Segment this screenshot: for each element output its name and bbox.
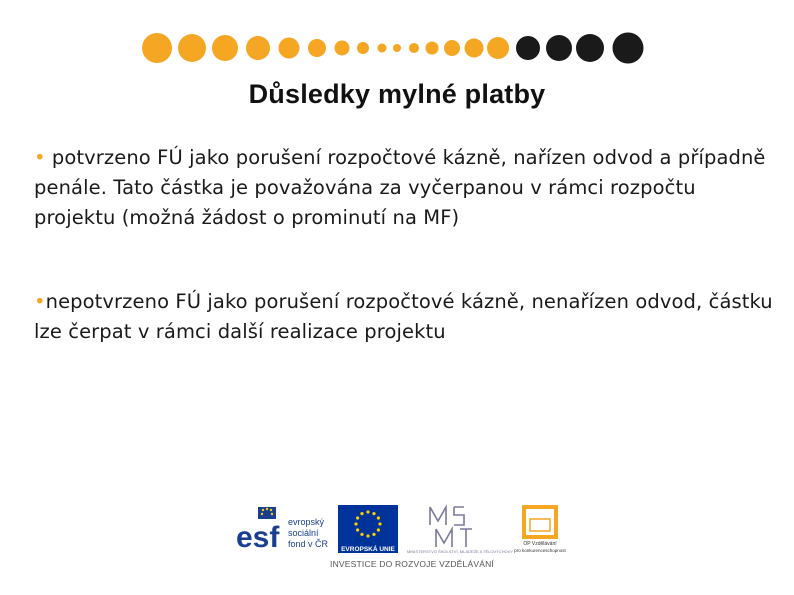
decor-dot <box>178 34 206 62</box>
eu-star-icon <box>360 512 363 515</box>
decor-dot <box>212 35 238 61</box>
svg-text:pro konkurenceschopnost: pro konkurenceschopnost <box>514 548 566 553</box>
msmt-label: MINISTERSTVO ŠKOLSTVÍ, MLÁDEŽE A TĚLOVÝCHOVY <box>406 549 514 554</box>
bullet-item-2 <box>34 287 774 347</box>
logo-caption: INVESTICE DO ROZVOJE VZDĚLÁVÁNÍ <box>330 559 494 569</box>
slide-title <box>0 79 794 110</box>
decor-dot <box>576 34 604 62</box>
op-vk-logo <box>506 503 574 557</box>
logo-strip <box>232 497 577 575</box>
bullet-text: potvrzeno FÚ jako porušení rozpočtové kázně, nařízen odvod a případně penále. Tato částka je považována za vyčerpanou v rámci rozpočtu projektu (možná žádost o prominutí na MF) <box>34 146 766 229</box>
eu-flag-logo <box>336 505 400 553</box>
bullet-text: nepotvrzeno FÚ jako porušení rozpočtové kázně, nenařízen odvod, částku lze čerpat v rámci další realizace projektu <box>34 290 773 343</box>
eu-star-icon <box>378 522 381 525</box>
bullet-marker: • <box>34 146 46 169</box>
bullet-marker: • <box>34 290 46 313</box>
eu-star-icon <box>377 528 380 531</box>
eu-star-icon <box>356 516 359 519</box>
decor-dot <box>279 38 300 59</box>
decor-dot <box>335 41 350 56</box>
decor-dot <box>426 42 439 55</box>
decor-dot <box>546 35 572 61</box>
svg-text:fond v ČR: fond v ČR <box>288 539 329 549</box>
eu-star-icon <box>356 528 359 531</box>
decor-dot <box>444 40 460 56</box>
decor-dot <box>465 39 484 58</box>
eu-star-icon <box>354 522 357 525</box>
eu-star-icon <box>372 512 375 515</box>
decor-dot <box>142 33 172 63</box>
decor-dot <box>409 43 419 53</box>
eu-star-icon <box>372 533 375 536</box>
decor-dot <box>487 37 509 59</box>
svg-text:OP Vzdělávání: OP Vzdělávání <box>523 541 557 547</box>
decor-dot <box>393 44 401 52</box>
decor-dot <box>378 44 387 53</box>
svg-text:sociální: sociální <box>288 528 319 538</box>
eu-star-icon <box>377 516 380 519</box>
eu-star-icon <box>366 534 369 537</box>
svg-text:evropský: evropský <box>288 517 325 527</box>
slide-title-text: Důsledky mylné platby <box>248 79 546 109</box>
eu-label: EVROPSKÁ UNIE <box>341 546 395 553</box>
eu-star-icon <box>366 510 369 513</box>
decor-dot <box>246 36 270 60</box>
msmt-logo <box>406 503 514 555</box>
esf-logo <box>236 505 332 554</box>
esf-mark: esf <box>236 521 280 554</box>
bullet-item-1 <box>34 143 774 233</box>
decor-dot <box>613 33 644 64</box>
decor-dot <box>357 42 369 54</box>
eu-star-icon <box>360 533 363 536</box>
decor-dot <box>516 36 540 60</box>
decorative-dot-row-icon <box>0 0 794 80</box>
decor-dot <box>308 39 326 57</box>
